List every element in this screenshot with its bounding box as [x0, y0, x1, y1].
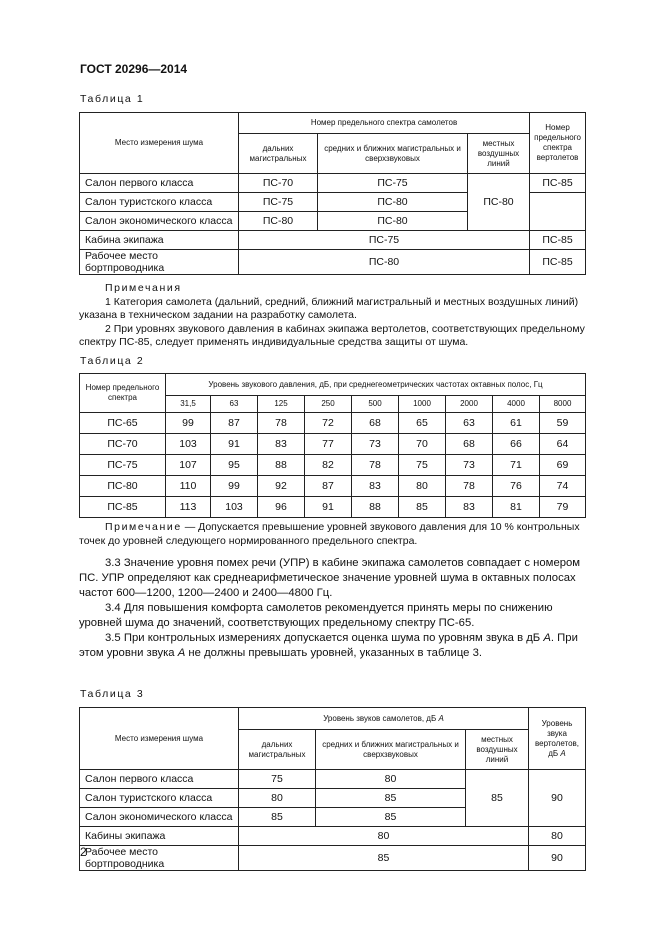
table2-cell: 68	[352, 413, 399, 434]
paragraph-3-5-unit: A	[543, 632, 551, 644]
table3-header-long: дальних магистральных	[239, 730, 316, 770]
table2-cell: 81	[493, 497, 540, 518]
table-row	[80, 476, 586, 497]
table3-cell-merged: 80	[239, 827, 529, 846]
table3-header-mid: средних и ближних магистральных и сверхзвуковых	[316, 730, 466, 770]
table3-header-heli-text: Уровень звука вертолетов, дБ	[534, 718, 580, 758]
table3-cell-long: 75	[239, 770, 316, 789]
paragraph-3-3: 3.3 Значение уровня помех речи (УПР) в кабине экипажа самолетов совпадает с номером ПС. УПР определяют как среднеарифметическое значение уровней шума в октавных полосах частот 600—1200, 1200—2400 и 2400—4800 Гц.	[79, 557, 581, 599]
table2-cell: 82	[305, 455, 352, 476]
table3-header-heli	[529, 708, 586, 770]
table1-header-group: Номер предельного спектра самолетов	[239, 113, 530, 134]
table2-cell: 99	[166, 413, 211, 434]
table1-cell-long: ПС-80	[239, 212, 318, 231]
table1-cell-long: ПС-70	[239, 174, 318, 193]
table3-cell-place: Салон экономического класса	[80, 808, 239, 827]
table2	[79, 373, 586, 518]
table2-cell: 87	[305, 476, 352, 497]
table2-cell-name: ПС-65	[80, 413, 166, 434]
table2-cell: 83	[258, 434, 305, 455]
table2-cell: 68	[446, 434, 493, 455]
table1-cell-place: Салон экономического класса	[80, 212, 239, 231]
table3-cell-mid: 80	[316, 770, 466, 789]
table3-cell-merged: 85	[239, 846, 529, 871]
table3-header-local: местных воздушных линий	[466, 730, 529, 770]
table3-header-heli-unit: A	[560, 748, 566, 758]
table-row	[80, 455, 586, 476]
table-row	[80, 250, 586, 275]
body-text	[79, 556, 585, 661]
table2-cell: 77	[305, 434, 352, 455]
table2-cell: 91	[305, 497, 352, 518]
table3-cell-place: Салон первого класса	[80, 770, 239, 789]
table3-cell-heli: 80	[529, 827, 586, 846]
table2-cell: 72	[305, 413, 352, 434]
table2-cell-name: ПС-70	[80, 434, 166, 455]
table2-cell: 99	[211, 476, 258, 497]
note-2: 2 При уровнях звукового давления в кабинах экипажа вертолетов, соответствующих предельному спектру ПС-85, следует применять индивидуальные средства защиты от шума.	[79, 322, 585, 348]
table2-cell: 73	[352, 434, 399, 455]
table2-cell-name: ПС-75	[80, 455, 166, 476]
paragraph-3-5-part: 3.5 При контрольных измерениях допускается оценка шума по уровням звука в дБ	[105, 632, 544, 644]
table1-caption: Таблица 1	[80, 93, 145, 105]
table1-cell-mid: ПС-75	[318, 174, 468, 193]
table3-header-group-unit: A	[438, 713, 444, 723]
table2-cell: 83	[446, 497, 493, 518]
table1-cell-merged: ПС-75	[239, 231, 530, 250]
table2-cell: 96	[258, 497, 305, 518]
table3-cell-place: Салон туристского класса	[80, 789, 239, 808]
table3-cell-long: 85	[239, 808, 316, 827]
table1-cell-heli: ПС-85	[530, 231, 586, 250]
table2-cell: 95	[211, 455, 258, 476]
table-row	[80, 434, 586, 455]
table3-cell-mid: 85	[316, 808, 466, 827]
paragraph-3-5-part: . При этом уровни звука	[79, 632, 578, 659]
table3-cell-place: Рабочее место бортпроводника	[80, 846, 239, 871]
table1-cell-heli: ПС-85	[530, 250, 586, 275]
table1-cell-heli: ПС-85	[530, 174, 586, 193]
table1-cell-place: Рабочее место бортпроводника	[80, 250, 239, 275]
table1-cell-heli-empty	[530, 193, 586, 231]
table2-freq: 1000	[399, 396, 446, 413]
table2-caption: Таблица 2	[80, 355, 145, 367]
table-row	[80, 827, 586, 846]
table2-cell: 87	[211, 413, 258, 434]
table2-cell: 74	[540, 476, 586, 497]
table-row	[80, 497, 586, 518]
table2-freq: 8000	[540, 396, 586, 413]
table2-cell: 107	[166, 455, 211, 476]
table2-cell: 92	[258, 476, 305, 497]
paragraph-3-5-part: не должны превышать уровней, указанных в таблице 3.	[185, 647, 483, 659]
table3-cell-place: Кабины экипажа	[80, 827, 239, 846]
table2-cell: 66	[493, 434, 540, 455]
table3-cell-mid: 85	[316, 789, 466, 808]
table2-cell: 103	[211, 497, 258, 518]
table2-freq: 63	[211, 396, 258, 413]
document-header: ГОСТ 20296—2014	[80, 62, 188, 76]
table2-cell: 71	[493, 455, 540, 476]
table2-cell: 64	[540, 434, 586, 455]
table3-cell-local-merged: 85	[466, 770, 529, 827]
table2-cell: 83	[352, 476, 399, 497]
table2-cell: 80	[399, 476, 446, 497]
table1-cell-long: ПС-75	[239, 193, 318, 212]
table1-header-place: Место измерения шума	[80, 113, 239, 174]
table1-header-heli: Номер предельного спектра вертолетов	[530, 113, 586, 174]
table3-header-place: Место измерения шума	[80, 708, 239, 770]
table1-cell-place: Салон туристского класса	[80, 193, 239, 212]
table1	[79, 112, 586, 275]
table2-note	[79, 521, 585, 548]
notes-title: Примечания	[105, 282, 182, 294]
table2-cell: 59	[540, 413, 586, 434]
table2-cell: 69	[540, 455, 586, 476]
table3-header-group	[239, 708, 529, 730]
table-row	[80, 770, 586, 789]
table2-cell: 63	[446, 413, 493, 434]
table1-cell-place: Салон первого класса	[80, 174, 239, 193]
table2-cell-name: ПС-80	[80, 476, 166, 497]
table-row	[80, 846, 586, 871]
table-row	[80, 231, 586, 250]
table2-cell: 65	[399, 413, 446, 434]
table2-cell: 113	[166, 497, 211, 518]
table2-freq: 125	[258, 396, 305, 413]
table1-cell-mid: ПС-80	[318, 212, 468, 231]
table-row	[80, 174, 586, 193]
table1-notes	[79, 282, 585, 350]
table2-cell: 78	[352, 455, 399, 476]
table2-cell: 61	[493, 413, 540, 434]
table2-cell: 79	[540, 497, 586, 518]
table2-cell: 70	[399, 434, 446, 455]
table2-cell: 76	[493, 476, 540, 497]
table1-header-local: местных воздушных линий	[468, 134, 530, 174]
table1-cell-local-merged: ПС-80	[468, 174, 530, 231]
table2-cell: 73	[446, 455, 493, 476]
table2-cell: 75	[399, 455, 446, 476]
table-row	[80, 413, 586, 434]
table2-freq: 500	[352, 396, 399, 413]
table2-cell: 88	[258, 455, 305, 476]
table3-header-group-text: Уровень звуков самолетов, дБ	[323, 713, 439, 723]
table2-cell: 78	[446, 476, 493, 497]
table2-cell-name: ПС-85	[80, 497, 166, 518]
table2-cell: 110	[166, 476, 211, 497]
table2-cell: 85	[399, 497, 446, 518]
note-title: Примечание	[105, 521, 182, 533]
table2-freq: 31,5	[166, 396, 211, 413]
table1-cell-mid: ПС-80	[318, 193, 468, 212]
table1-cell-merged: ПС-80	[239, 250, 530, 275]
paragraph-3-5-unit: A	[177, 647, 186, 659]
table1-header-long: дальних магистральных	[239, 134, 318, 174]
table2-freq: 250	[305, 396, 352, 413]
paragraph-3-4: 3.4 Для повышения комфорта самолетов рекомендуется принять меры по снижению уровней шума до значений, соответствующих предельному спектру ПС-65.	[79, 602, 553, 629]
table2-cell: 78	[258, 413, 305, 434]
page-number: 2	[80, 845, 87, 859]
table2-cell: 91	[211, 434, 258, 455]
table2-cell: 103	[166, 434, 211, 455]
paragraph-3-5	[79, 631, 585, 661]
table1-header-mid: средних и ближних магистральных и сверхзвуковых	[318, 134, 468, 174]
table1-cell-place: Кабина экипажа	[80, 231, 239, 250]
table3-cell-long: 80	[239, 789, 316, 808]
table2-cell: 88	[352, 497, 399, 518]
table3	[79, 707, 586, 871]
note-1: 1 Категория самолета (дальний, средний, ближний магистральный и местных воздушных линий) указана в техническом задании на разработку самолета.	[79, 295, 579, 321]
table2-header-num: Номер предельного спектра	[80, 374, 166, 413]
table2-header-group: Уровень звукового давления, дБ, при среднегеометрических частотах октавных полос, Гц	[166, 374, 586, 396]
table3-cell-heli-merged: 90	[529, 770, 586, 827]
table3-caption: Таблица 3	[80, 688, 145, 700]
table3-cell-heli: 90	[529, 846, 586, 871]
note-text: — Допускается превышение уровней звукового давления для 10 % контрольных точек до уровней следующего нормированного предельного спектра.	[79, 521, 580, 547]
table2-freq: 4000	[493, 396, 540, 413]
table2-freq: 2000	[446, 396, 493, 413]
